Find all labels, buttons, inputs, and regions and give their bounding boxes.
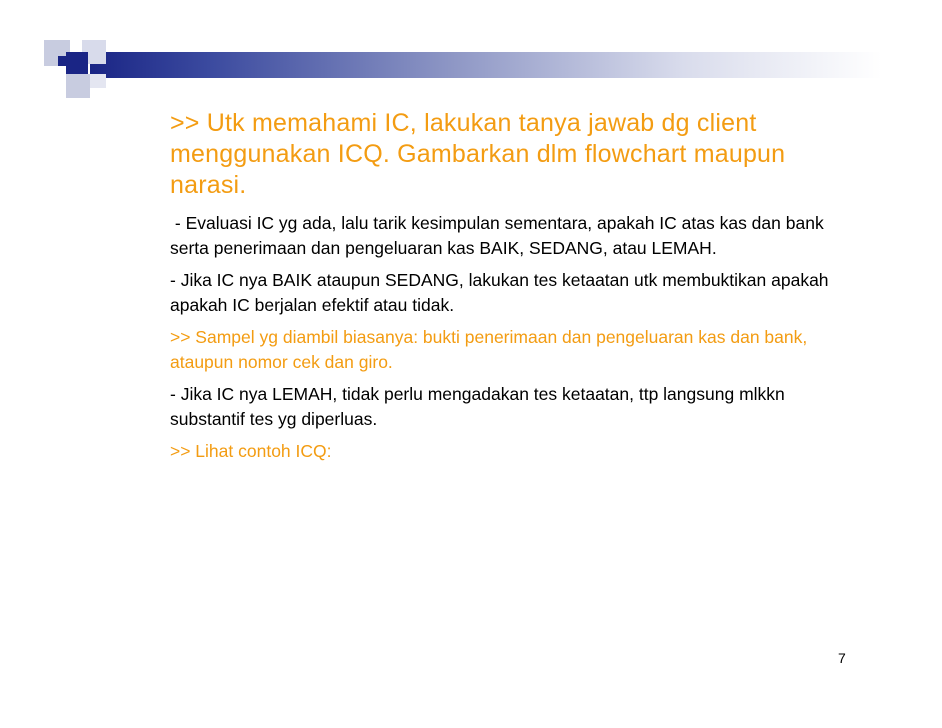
decor-square xyxy=(66,52,88,74)
paragraph-sampel: >> Sampel yg diambil biasanya: bukti penerimaan dan pengeluaran kas dan bank, ataupun nomor cek dan giro. xyxy=(170,327,808,372)
paragraph-evaluasi: - Evaluasi IC yg ada, lalu tarik kesimpulan sementara, apakah IC atas kas dan bank serta penerimaan dan pengeluaran kas BAIK, SEDANG, atau LEMAH. xyxy=(170,213,829,258)
decor-square xyxy=(90,74,106,88)
slide-content xyxy=(170,108,830,471)
paragraph-ic-lemah: - Jika IC nya LEMAH, tidak perlu mengadakan tes ketaatan, ttp langsung mlkkn substantif tes yg diperluas. xyxy=(170,384,785,429)
decor-square xyxy=(58,56,68,66)
decor-square xyxy=(66,74,90,98)
paragraph-ic-baik: - Jika IC nya BAIK ataupun SEDANG, lakukan tes ketaatan utk membuktikan apakah apakah IC berjalan efektif atau tidak. xyxy=(170,270,829,315)
slide-heading: >> Utk memahami IC, lakukan tanya jawab dg client menggunakan ICQ. Gambarkan dlm flowchart maupun narasi. xyxy=(170,109,786,199)
header-gradient-bar xyxy=(90,52,882,78)
page-number: 7 xyxy=(838,650,846,666)
paragraph-lihat-icq: >> Lihat contoh ICQ: xyxy=(170,441,332,461)
